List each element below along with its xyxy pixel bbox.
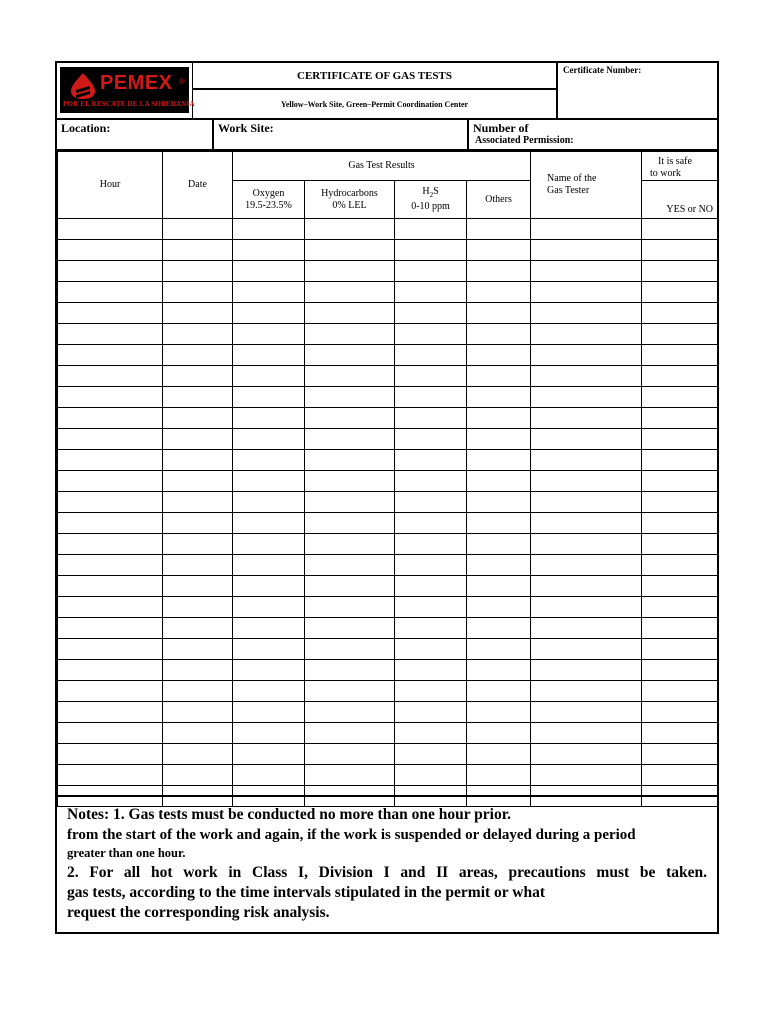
gas-test-results-header: Gas Test Results — [233, 152, 531, 181]
table-row — [58, 576, 718, 597]
certificate-number-label: Certificate Number: — [563, 65, 642, 75]
cell-others[interactable] — [467, 345, 531, 366]
cell-hydrocarbons[interactable] — [305, 660, 395, 681]
table-row — [58, 387, 718, 408]
cell-safe-to-work[interactable] — [642, 282, 718, 303]
cell-gas-tester[interactable] — [531, 366, 642, 387]
cell-gas-tester[interactable] — [531, 597, 642, 618]
cell-oxygen[interactable] — [233, 576, 305, 597]
cell-date[interactable] — [163, 576, 233, 597]
cell-safe-to-work[interactable] — [642, 723, 718, 744]
cell-h2s[interactable] — [395, 660, 467, 681]
cell-oxygen[interactable] — [233, 660, 305, 681]
col-hour: Hour — [58, 152, 163, 219]
cell-safe-to-work[interactable] — [642, 702, 718, 723]
cell-gas-tester[interactable] — [531, 744, 642, 765]
cell-hydrocarbons[interactable] — [305, 282, 395, 303]
cell-date[interactable] — [163, 303, 233, 324]
cell-others[interactable] — [467, 744, 531, 765]
cell-oxygen[interactable] — [233, 219, 305, 240]
cell-others[interactable] — [467, 639, 531, 660]
cell-safe-to-work[interactable] — [642, 744, 718, 765]
cell-hour[interactable] — [58, 219, 163, 240]
cell-hour[interactable] — [58, 723, 163, 744]
cell-safe-to-work[interactable] — [642, 345, 718, 366]
cell-oxygen[interactable] — [233, 765, 305, 786]
associated-permission-label: Associated Permission: — [475, 135, 574, 146]
cell-oxygen[interactable] — [233, 555, 305, 576]
cell-safe-to-work[interactable] — [642, 597, 718, 618]
cell-others[interactable] — [467, 366, 531, 387]
cell-date[interactable] — [163, 219, 233, 240]
cell-hydrocarbons[interactable] — [305, 366, 395, 387]
cell-hour[interactable] — [58, 597, 163, 618]
cell-safe-to-work[interactable] — [642, 303, 718, 324]
cell-gas-tester[interactable] — [531, 345, 642, 366]
logo-box — [57, 63, 193, 118]
h2s-label: $H_2S$ — [422, 186, 439, 199]
cell-date[interactable] — [163, 534, 233, 555]
cell-gas-tester[interactable] — [531, 408, 642, 429]
cell-hour[interactable] — [58, 471, 163, 492]
cell-date[interactable] — [163, 261, 233, 282]
cell-hour[interactable] — [58, 387, 163, 408]
cell-safe-to-work[interactable] — [642, 324, 718, 345]
cell-h2s[interactable] — [395, 366, 467, 387]
cell-hydrocarbons[interactable] — [305, 324, 395, 345]
cell-oxygen[interactable] — [233, 387, 305, 408]
table-row — [58, 723, 718, 744]
cell-h2s[interactable] — [395, 744, 467, 765]
cell-safe-to-work[interactable] — [642, 261, 718, 282]
cell-others[interactable] — [467, 555, 531, 576]
cell-oxygen[interactable] — [233, 345, 305, 366]
col-gas-tester — [531, 152, 642, 219]
cell-hour[interactable] — [58, 324, 163, 345]
table-row — [58, 639, 718, 660]
cell-others[interactable] — [467, 303, 531, 324]
cell-date[interactable] — [163, 387, 233, 408]
cell-oxygen[interactable] — [233, 513, 305, 534]
cell-hydrocarbons[interactable] — [305, 639, 395, 660]
cell-gas-tester[interactable] — [531, 492, 642, 513]
cell-hydrocarbons[interactable] — [305, 681, 395, 702]
table-row — [58, 681, 718, 702]
col-hydrocarbons — [305, 181, 395, 219]
cell-others[interactable] — [467, 681, 531, 702]
cell-date[interactable] — [163, 702, 233, 723]
cell-date[interactable] — [163, 618, 233, 639]
cell-oxygen[interactable] — [233, 408, 305, 429]
cell-safe-to-work[interactable] — [642, 534, 718, 555]
table-row — [58, 261, 718, 282]
cell-hydrocarbons[interactable] — [305, 618, 395, 639]
cell-safe-to-work[interactable] — [642, 450, 718, 471]
cell-hour[interactable] — [58, 555, 163, 576]
cell-gas-tester[interactable] — [531, 639, 642, 660]
cell-safe-to-work[interactable] — [642, 471, 718, 492]
cell-others[interactable] — [467, 513, 531, 534]
cell-hydrocarbons[interactable] — [305, 597, 395, 618]
cell-gas-tester[interactable] — [531, 471, 642, 492]
cell-hydrocarbons[interactable] — [305, 513, 395, 534]
cell-others[interactable] — [467, 723, 531, 744]
cell-h2s[interactable] — [395, 219, 467, 240]
cell-gas-tester[interactable] — [531, 450, 642, 471]
cell-oxygen[interactable] — [233, 702, 305, 723]
cell-safe-to-work[interactable] — [642, 492, 718, 513]
cell-date[interactable] — [163, 240, 233, 261]
table-row — [58, 345, 718, 366]
cell-safe-to-work[interactable] — [642, 639, 718, 660]
cell-gas-tester[interactable] — [531, 723, 642, 744]
cell-h2s[interactable] — [395, 471, 467, 492]
cell-h2s[interactable] — [395, 324, 467, 345]
gas-test-rows — [58, 219, 718, 807]
cell-others[interactable] — [467, 534, 531, 555]
cell-oxygen[interactable] — [233, 681, 305, 702]
table-row — [58, 471, 718, 492]
header-fields — [57, 118, 717, 151]
cell-h2s[interactable] — [395, 702, 467, 723]
cell-hydrocarbons[interactable] — [305, 261, 395, 282]
cell-gas-tester[interactable] — [531, 534, 642, 555]
cell-others[interactable] — [467, 471, 531, 492]
cell-hour[interactable] — [58, 618, 163, 639]
cell-gas-tester[interactable] — [531, 660, 642, 681]
cell-date[interactable] — [163, 366, 233, 387]
cell-hour[interactable] — [58, 639, 163, 660]
col-safe-to-work — [642, 152, 718, 181]
gas-tester-line2: Gas Tester — [547, 185, 590, 196]
cell-oxygen[interactable] — [233, 723, 305, 744]
table-row — [58, 324, 718, 345]
note-line-3: greater than one hour. — [67, 846, 186, 860]
cell-gas-tester[interactable] — [531, 387, 642, 408]
notes-section — [57, 795, 717, 932]
table-row — [58, 618, 718, 639]
cell-hour[interactable] — [58, 513, 163, 534]
cell-hydrocarbons[interactable] — [305, 387, 395, 408]
col-h2s — [395, 181, 467, 219]
cell-hydrocarbons[interactable] — [305, 723, 395, 744]
cell-safe-to-work[interactable] — [642, 240, 718, 261]
cell-h2s[interactable] — [395, 345, 467, 366]
cell-hour[interactable] — [58, 660, 163, 681]
h2s-range: 0-10 ppm — [411, 201, 450, 212]
hydrocarbons-range: 0% LEL — [332, 199, 367, 211]
cell-safe-to-work[interactable] — [642, 429, 718, 450]
safe-yes-no: YES or NO — [642, 181, 718, 219]
cell-h2s[interactable] — [395, 534, 467, 555]
location-label: Location: — [61, 121, 111, 135]
cell-date[interactable] — [163, 282, 233, 303]
cell-safe-to-work[interactable] — [642, 219, 718, 240]
cell-hour[interactable] — [58, 576, 163, 597]
cell-date[interactable] — [163, 744, 233, 765]
cell-others[interactable] — [467, 492, 531, 513]
oxygen-range: 19.5-23.5% — [245, 199, 292, 211]
cell-h2s[interactable] — [395, 765, 467, 786]
cell-h2s[interactable] — [395, 492, 467, 513]
cell-gas-tester[interactable] — [531, 261, 642, 282]
cell-gas-tester[interactable] — [531, 576, 642, 597]
cell-safe-to-work[interactable] — [642, 387, 718, 408]
cell-others[interactable] — [467, 702, 531, 723]
cell-oxygen[interactable] — [233, 492, 305, 513]
cell-oxygen[interactable] — [233, 261, 305, 282]
table-row — [58, 765, 718, 786]
cell-date[interactable] — [163, 471, 233, 492]
cell-date[interactable] — [163, 492, 233, 513]
cell-hour[interactable] — [58, 303, 163, 324]
cell-gas-tester[interactable] — [531, 219, 642, 240]
cell-safe-to-work[interactable] — [642, 408, 718, 429]
cell-h2s[interactable] — [395, 387, 467, 408]
cell-others[interactable] — [467, 261, 531, 282]
note-line-1: Notes: 1. Gas tests must be conducted no more than one hour prior. — [67, 806, 512, 823]
cell-hour[interactable] — [58, 282, 163, 303]
cell-safe-to-work[interactable] — [642, 618, 718, 639]
table-row — [58, 492, 718, 513]
cell-date[interactable] — [163, 429, 233, 450]
cell-safe-to-work[interactable] — [642, 660, 718, 681]
table-row — [58, 702, 718, 723]
cell-safe-to-work[interactable] — [642, 681, 718, 702]
cell-date[interactable] — [163, 324, 233, 345]
cell-oxygen[interactable] — [233, 597, 305, 618]
cell-h2s[interactable] — [395, 618, 467, 639]
cell-hour[interactable] — [58, 261, 163, 282]
table-row — [58, 534, 718, 555]
associated-permission-field[interactable] — [469, 120, 717, 149]
cell-gas-tester[interactable] — [531, 240, 642, 261]
cell-h2s[interactable] — [395, 513, 467, 534]
cell-oxygen[interactable] — [233, 744, 305, 765]
gas-tester-line1: Name of the — [547, 173, 597, 184]
cell-gas-tester[interactable] — [531, 618, 642, 639]
cell-others[interactable] — [467, 240, 531, 261]
cell-date[interactable] — [163, 765, 233, 786]
cell-hour[interactable] — [58, 681, 163, 702]
cell-oxygen[interactable] — [233, 429, 305, 450]
cell-others[interactable] — [467, 408, 531, 429]
cell-h2s[interactable] — [395, 576, 467, 597]
col-oxygen — [233, 181, 305, 219]
cell-h2s[interactable] — [395, 240, 467, 261]
note-line-4: 2. For all hot work in Class I, Division I and II areas, precautions must be taken. — [67, 864, 707, 881]
cell-date[interactable] — [163, 639, 233, 660]
cell-hydrocarbons[interactable] — [305, 492, 395, 513]
cell-gas-tester[interactable] — [531, 702, 642, 723]
cell-hydrocarbons[interactable] — [305, 450, 395, 471]
cell-gas-tester[interactable] — [531, 513, 642, 534]
cell-h2s[interactable] — [395, 723, 467, 744]
safe-line2: to work — [650, 168, 681, 179]
cell-hydrocarbons[interactable] — [305, 345, 395, 366]
pemex-logo — [60, 67, 195, 113]
cell-hydrocarbons[interactable] — [305, 702, 395, 723]
cell-date[interactable] — [163, 681, 233, 702]
cell-hour[interactable] — [58, 366, 163, 387]
cell-h2s[interactable] — [395, 282, 467, 303]
cell-hydrocarbons[interactable] — [305, 471, 395, 492]
cell-hydrocarbons[interactable] — [305, 219, 395, 240]
cell-hydrocarbons[interactable] — [305, 744, 395, 765]
table-row — [58, 429, 718, 450]
cell-date[interactable] — [163, 513, 233, 534]
cell-oxygen[interactable] — [233, 366, 305, 387]
cell-gas-tester[interactable] — [531, 429, 642, 450]
cell-others[interactable] — [467, 597, 531, 618]
cell-hydrocarbons[interactable] — [305, 303, 395, 324]
cell-hydrocarbons[interactable] — [305, 765, 395, 786]
cell-hydrocarbons[interactable] — [305, 534, 395, 555]
cell-safe-to-work[interactable] — [642, 555, 718, 576]
cell-hour[interactable] — [58, 450, 163, 471]
cell-others[interactable] — [467, 576, 531, 597]
cell-others[interactable] — [467, 387, 531, 408]
header-top — [57, 63, 717, 118]
col-others: Others — [467, 181, 531, 219]
cell-oxygen[interactable] — [233, 303, 305, 324]
table-row — [58, 219, 718, 240]
cell-oxygen[interactable] — [233, 534, 305, 555]
cell-h2s[interactable] — [395, 639, 467, 660]
cell-hydrocarbons[interactable] — [305, 576, 395, 597]
cell-safe-to-work[interactable] — [642, 765, 718, 786]
cell-hydrocarbons[interactable] — [305, 408, 395, 429]
cell-hour[interactable] — [58, 240, 163, 261]
cell-hydrocarbons[interactable] — [305, 240, 395, 261]
hydrocarbons-label: Hydrocarbons — [321, 187, 378, 199]
cell-hour[interactable] — [58, 744, 163, 765]
table-row — [58, 282, 718, 303]
note-line-6: request the corresponding risk analysis. — [67, 904, 330, 921]
note-line-2: from the start of the work and again, if the work is suspended or delayed during a period — [67, 827, 636, 843]
table-row — [58, 366, 718, 387]
cell-date[interactable] — [163, 723, 233, 744]
table-row — [58, 450, 718, 471]
cell-h2s[interactable] — [395, 303, 467, 324]
cell-others[interactable] — [467, 450, 531, 471]
cell-hour[interactable] — [58, 345, 163, 366]
col-date: Date — [163, 152, 233, 219]
table-row — [58, 408, 718, 429]
gas-test-table — [57, 151, 718, 807]
work-site-field[interactable] — [214, 120, 469, 149]
logo-slogan: POR EL RESCATE DE LA SOBERANÍA — [63, 100, 195, 108]
certificate-number-field[interactable] — [558, 63, 717, 118]
cell-h2s[interactable] — [395, 555, 467, 576]
cell-others[interactable] — [467, 219, 531, 240]
cell-hour[interactable] — [58, 702, 163, 723]
cell-hour[interactable] — [58, 534, 163, 555]
table-row — [58, 744, 718, 765]
form-title: CERTIFICATE OF GAS TESTS — [193, 63, 558, 90]
cell-date[interactable] — [163, 660, 233, 681]
cell-h2s[interactable] — [395, 681, 467, 702]
cell-oxygen[interactable] — [233, 240, 305, 261]
cell-h2s[interactable] — [395, 408, 467, 429]
cell-gas-tester[interactable] — [531, 555, 642, 576]
cell-h2s[interactable] — [395, 450, 467, 471]
cell-others[interactable] — [467, 282, 531, 303]
location-field[interactable] — [57, 120, 214, 149]
cell-date[interactable] — [163, 450, 233, 471]
cell-gas-tester[interactable] — [531, 324, 642, 345]
cell-hour[interactable] — [58, 429, 163, 450]
cell-others[interactable] — [467, 660, 531, 681]
form-subtitle: Yellow–Work Site, Green–Permit Coordination Center — [193, 90, 558, 118]
cell-others[interactable] — [467, 765, 531, 786]
logo-registered: ® — [179, 77, 185, 86]
cell-hydrocarbons[interactable] — [305, 429, 395, 450]
cell-gas-tester[interactable] — [531, 282, 642, 303]
cell-date[interactable] — [163, 408, 233, 429]
table-row — [58, 660, 718, 681]
table-row — [58, 303, 718, 324]
table-row — [58, 555, 718, 576]
safe-line1: It is safe — [658, 156, 692, 167]
cell-oxygen[interactable] — [233, 282, 305, 303]
flame-icon — [66, 72, 100, 100]
cell-oxygen[interactable] — [233, 450, 305, 471]
cell-oxygen[interactable] — [233, 324, 305, 345]
oxygen-label: Oxygen — [252, 187, 285, 199]
cell-safe-to-work[interactable] — [642, 366, 718, 387]
cell-others[interactable] — [467, 429, 531, 450]
cell-date[interactable] — [163, 345, 233, 366]
cell-others[interactable] — [467, 618, 531, 639]
work-site-label: Work Site: — [218, 121, 274, 135]
cell-hour[interactable] — [58, 408, 163, 429]
cell-hour[interactable] — [58, 492, 163, 513]
cell-date[interactable] — [163, 597, 233, 618]
cell-safe-to-work[interactable] — [642, 513, 718, 534]
cell-date[interactable] — [163, 555, 233, 576]
table-row — [58, 240, 718, 261]
cell-oxygen[interactable] — [233, 639, 305, 660]
table-row — [58, 513, 718, 534]
cell-safe-to-work[interactable] — [642, 576, 718, 597]
note-line-5: gas tests, according to the time intervals stipulated in the permit or what — [67, 884, 546, 901]
cell-oxygen[interactable] — [233, 471, 305, 492]
cell-hydrocarbons[interactable] — [305, 555, 395, 576]
cell-gas-tester[interactable] — [531, 765, 642, 786]
number-of-label: Number of — [473, 121, 529, 135]
cell-gas-tester[interactable] — [531, 303, 642, 324]
cell-oxygen[interactable] — [233, 618, 305, 639]
cell-h2s[interactable] — [395, 261, 467, 282]
cell-gas-tester[interactable] — [531, 681, 642, 702]
table-row — [58, 597, 718, 618]
cell-hour[interactable] — [58, 765, 163, 786]
logo-word: PEMEX — [100, 72, 173, 94]
cell-others[interactable] — [467, 324, 531, 345]
cell-h2s[interactable] — [395, 597, 467, 618]
gas-test-certificate — [55, 61, 719, 934]
cell-h2s[interactable] — [395, 429, 467, 450]
